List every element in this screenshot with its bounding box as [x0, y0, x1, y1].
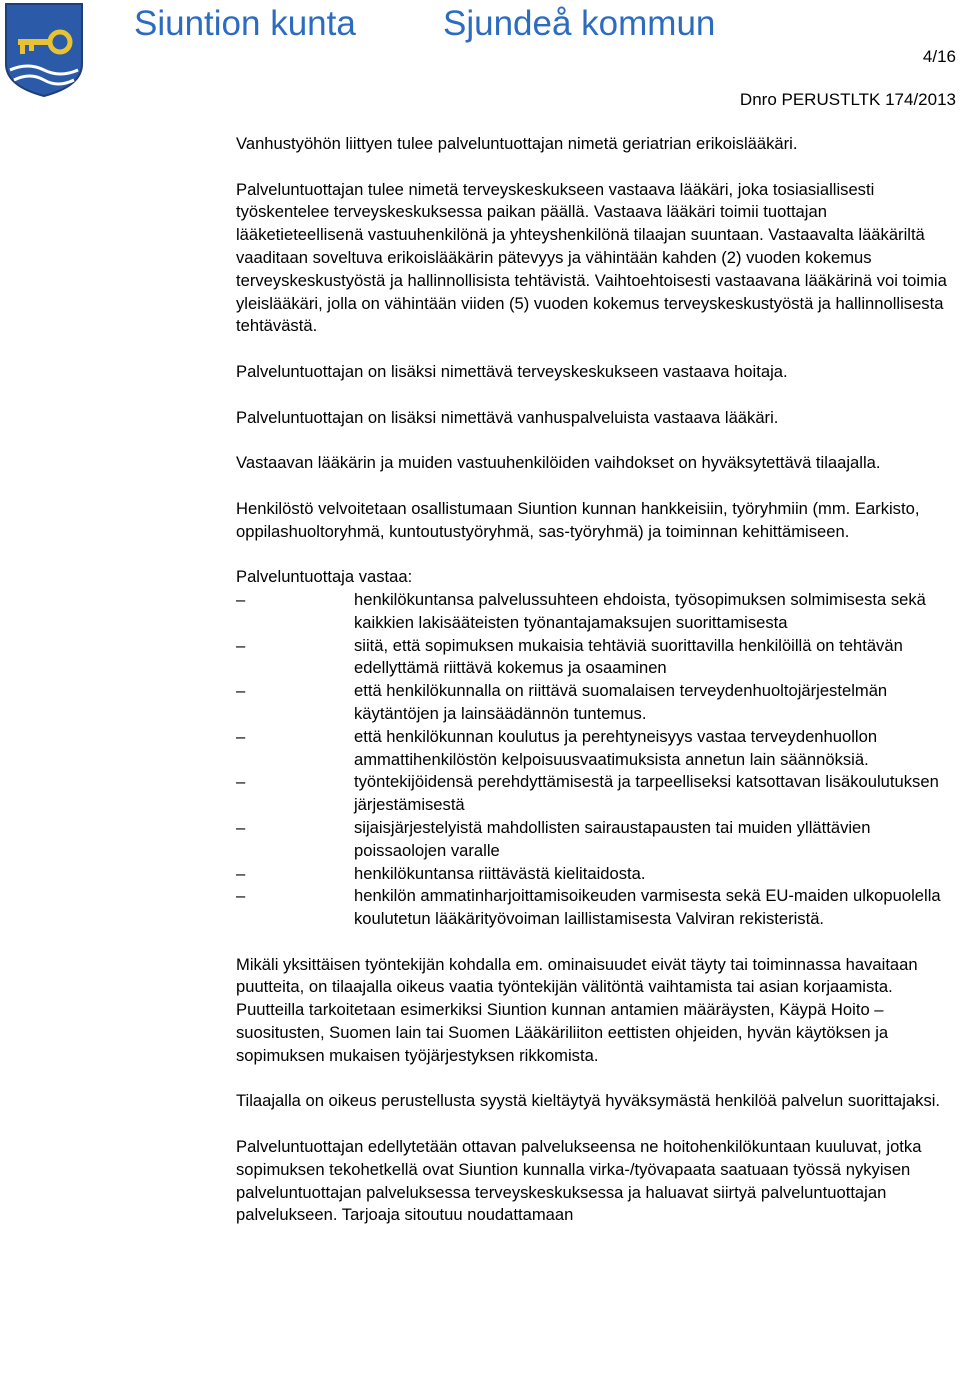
document-body	[236, 133, 956, 1250]
list-item	[236, 589, 956, 635]
list-intro: Palveluntuottaja vastaa:	[236, 567, 413, 587]
dash-bullet: –	[236, 772, 246, 792]
paragraph-geriatrician: Vanhustyöhön liittyen tulee palveluntuottajan nimetä geriatrian erikoislääkäri.	[236, 134, 798, 153]
municipality-name-swedish: Sjundeå kommun	[443, 4, 716, 43]
paragraph-staff-transfer: Palveluntuottajan edellytetään ottavan palvelukseensa ne hoitohenkilökuntaan kuuluvat, jotka sopimuksen tekohetkellä ovat Siuntion kunnalla virka-/työvapaata saatuaan työssä nykyisen palveluntuottajan palveluksessa terveyskeskuksessa ja haluavat siirtyä palveluntuottajan palvelukseen. Tarjoaja sitoutuu noudattamaan	[236, 1137, 922, 1225]
municipality-name-finnish: Siuntion kunta	[134, 4, 356, 43]
dash-bullet: –	[236, 817, 246, 837]
dash-bullet: –	[236, 635, 246, 655]
list-item	[236, 771, 956, 817]
list-item-text: sijaisjärjestelyistä mahdollisten sairaustapausten tai muiden yllättävien poissaolojen varalle	[354, 817, 871, 860]
list-item-text: henkilökuntansa palvelussuhteen ehdoista, työsopimuksen solmimisesta sekä kaikkien lakisääteisten työnantajamaksujen suorittamisesta	[354, 589, 926, 632]
paragraph-working-groups: Henkilöstö velvoitetaan osallistumaan Siuntion kunnan hankkeisiin, työryhmiin (mm. Earkisto, oppilashuoltoryhmä, kuntoutustyöryhmä, sas-työryhmä) ja toiminnan kehittämiseen.	[236, 498, 920, 541]
list-item-text: siitä, että sopimuksen mukaisia tehtäviä suorittavilla henkilöillä on tehtävän edellyttämä riittävä kokemus ja osaaminen	[354, 635, 903, 678]
paragraph-elderly-care-physician: Palveluntuottajan on lisäksi nimettävä vanhuspalveluista vastaava lääkäri.	[236, 407, 779, 427]
page-header	[0, 0, 960, 110]
list-item	[236, 817, 956, 863]
list-item	[236, 680, 956, 726]
dash-bullet: –	[236, 863, 246, 883]
paragraph-personnel-changes: Vastaavan lääkärin ja muiden vastuuhenkilöiden vaihdokset on hyväksytettävä tilaajalla.	[236, 453, 881, 473]
list-item	[236, 635, 956, 681]
list-item-text: että henkilökunnan koulutus ja perehtyneisyys vastaa terveydenhuollon ammattihenkilöstön kelpoisuusvaatimuksista annetun lain säännöksiä.	[354, 726, 878, 769]
list-item-text: henkilön ammatinharjoittamisoikeuden varmisesta sekä EU-maiden ulkopuolella koulutetun lääkärityövoiman laillistamisesta Valviran rekisteristä.	[354, 886, 941, 929]
dash-bullet: –	[236, 886, 246, 906]
dash-bullet: –	[236, 726, 246, 746]
paragraph-responsible-nurse: Palveluntuottajan on lisäksi nimettävä terveyskeskukseen vastaava hoitaja.	[236, 361, 788, 381]
list-item	[236, 885, 956, 931]
dash-bullet: –	[236, 589, 246, 609]
list-item-text: työntekijöidensä perehdyttämisestä ja tarpeelliseksi katsottavan lisäkoulutuksen järjestämisestä	[354, 772, 939, 815]
municipal-crest-icon	[4, 2, 84, 98]
document-reference-number: Dnro PERUSTLTK 174/2013	[739, 90, 956, 109]
responsibilities-list	[236, 589, 956, 931]
paragraph-refusal-right: Tilaajalla on oikeus perustellusta syystä kieltäytyä hyväksymästä henkilöä palvelun suorittajaksi.	[236, 1091, 941, 1111]
page-number: 4/16	[922, 47, 956, 66]
list-item	[236, 726, 956, 772]
list-item-text: että henkilökunnalla on riittävä suomalaisen terveydenhuoltojärjestelmän käytäntöjen ja lainsäädännön tuntemus.	[354, 681, 888, 723]
paragraph-responsible-physician: Palveluntuottajan tulee nimetä terveyskeskukseen vastaava lääkäri, joka tosiasiallisesti työskentelee terveyskeskuksessa paikan päällä. Vastaava lääkäri toimii tuottajan lääketieteellisenä vastuuhenkilönä ja yhteyshenkilönä tilaajan suuntaan. Vastaavalta lääkäriltä vaaditaan soveltuva erikoislääkärin pätevyys ja vähintään kahden (2) vuoden kokemus terveyskeskustyöstä ja hallinnollisista tehtävistä. Vaihtoehtoisesti vastaavana lääkärinä voi toimia yleislääkäri, jolla on vähintään viiden (5) vuoden kokemus terveyskeskustyöstä ja hallinnollisesta tehtävästä.	[236, 179, 947, 336]
dash-bullet: –	[236, 681, 246, 701]
paragraph-replacement-right: Mikäli yksittäisen työntekijän kohdalla em. ominaisuudet eivät täyty tai toiminnassa havaitaan puutteita, on tilaajalla oikeus vaatia työntekijän välitöntä vaihtamista tai asian korjaamista. Puutteilla tarkoitetaan esimerkiksi Siuntion kunnan antamien määräysten, Käypä Hoito –suositusten, Suomen lain tai Suomen Lääkäriliiton eettisten ohjeiden, hyvän käytöksen ja sopimuksen mukaisen työjärjestyksen rikkomista.	[236, 954, 918, 1065]
list-item-text: henkilökuntansa riittävästä kielitaidosta.	[354, 863, 646, 883]
list-item	[236, 863, 956, 886]
